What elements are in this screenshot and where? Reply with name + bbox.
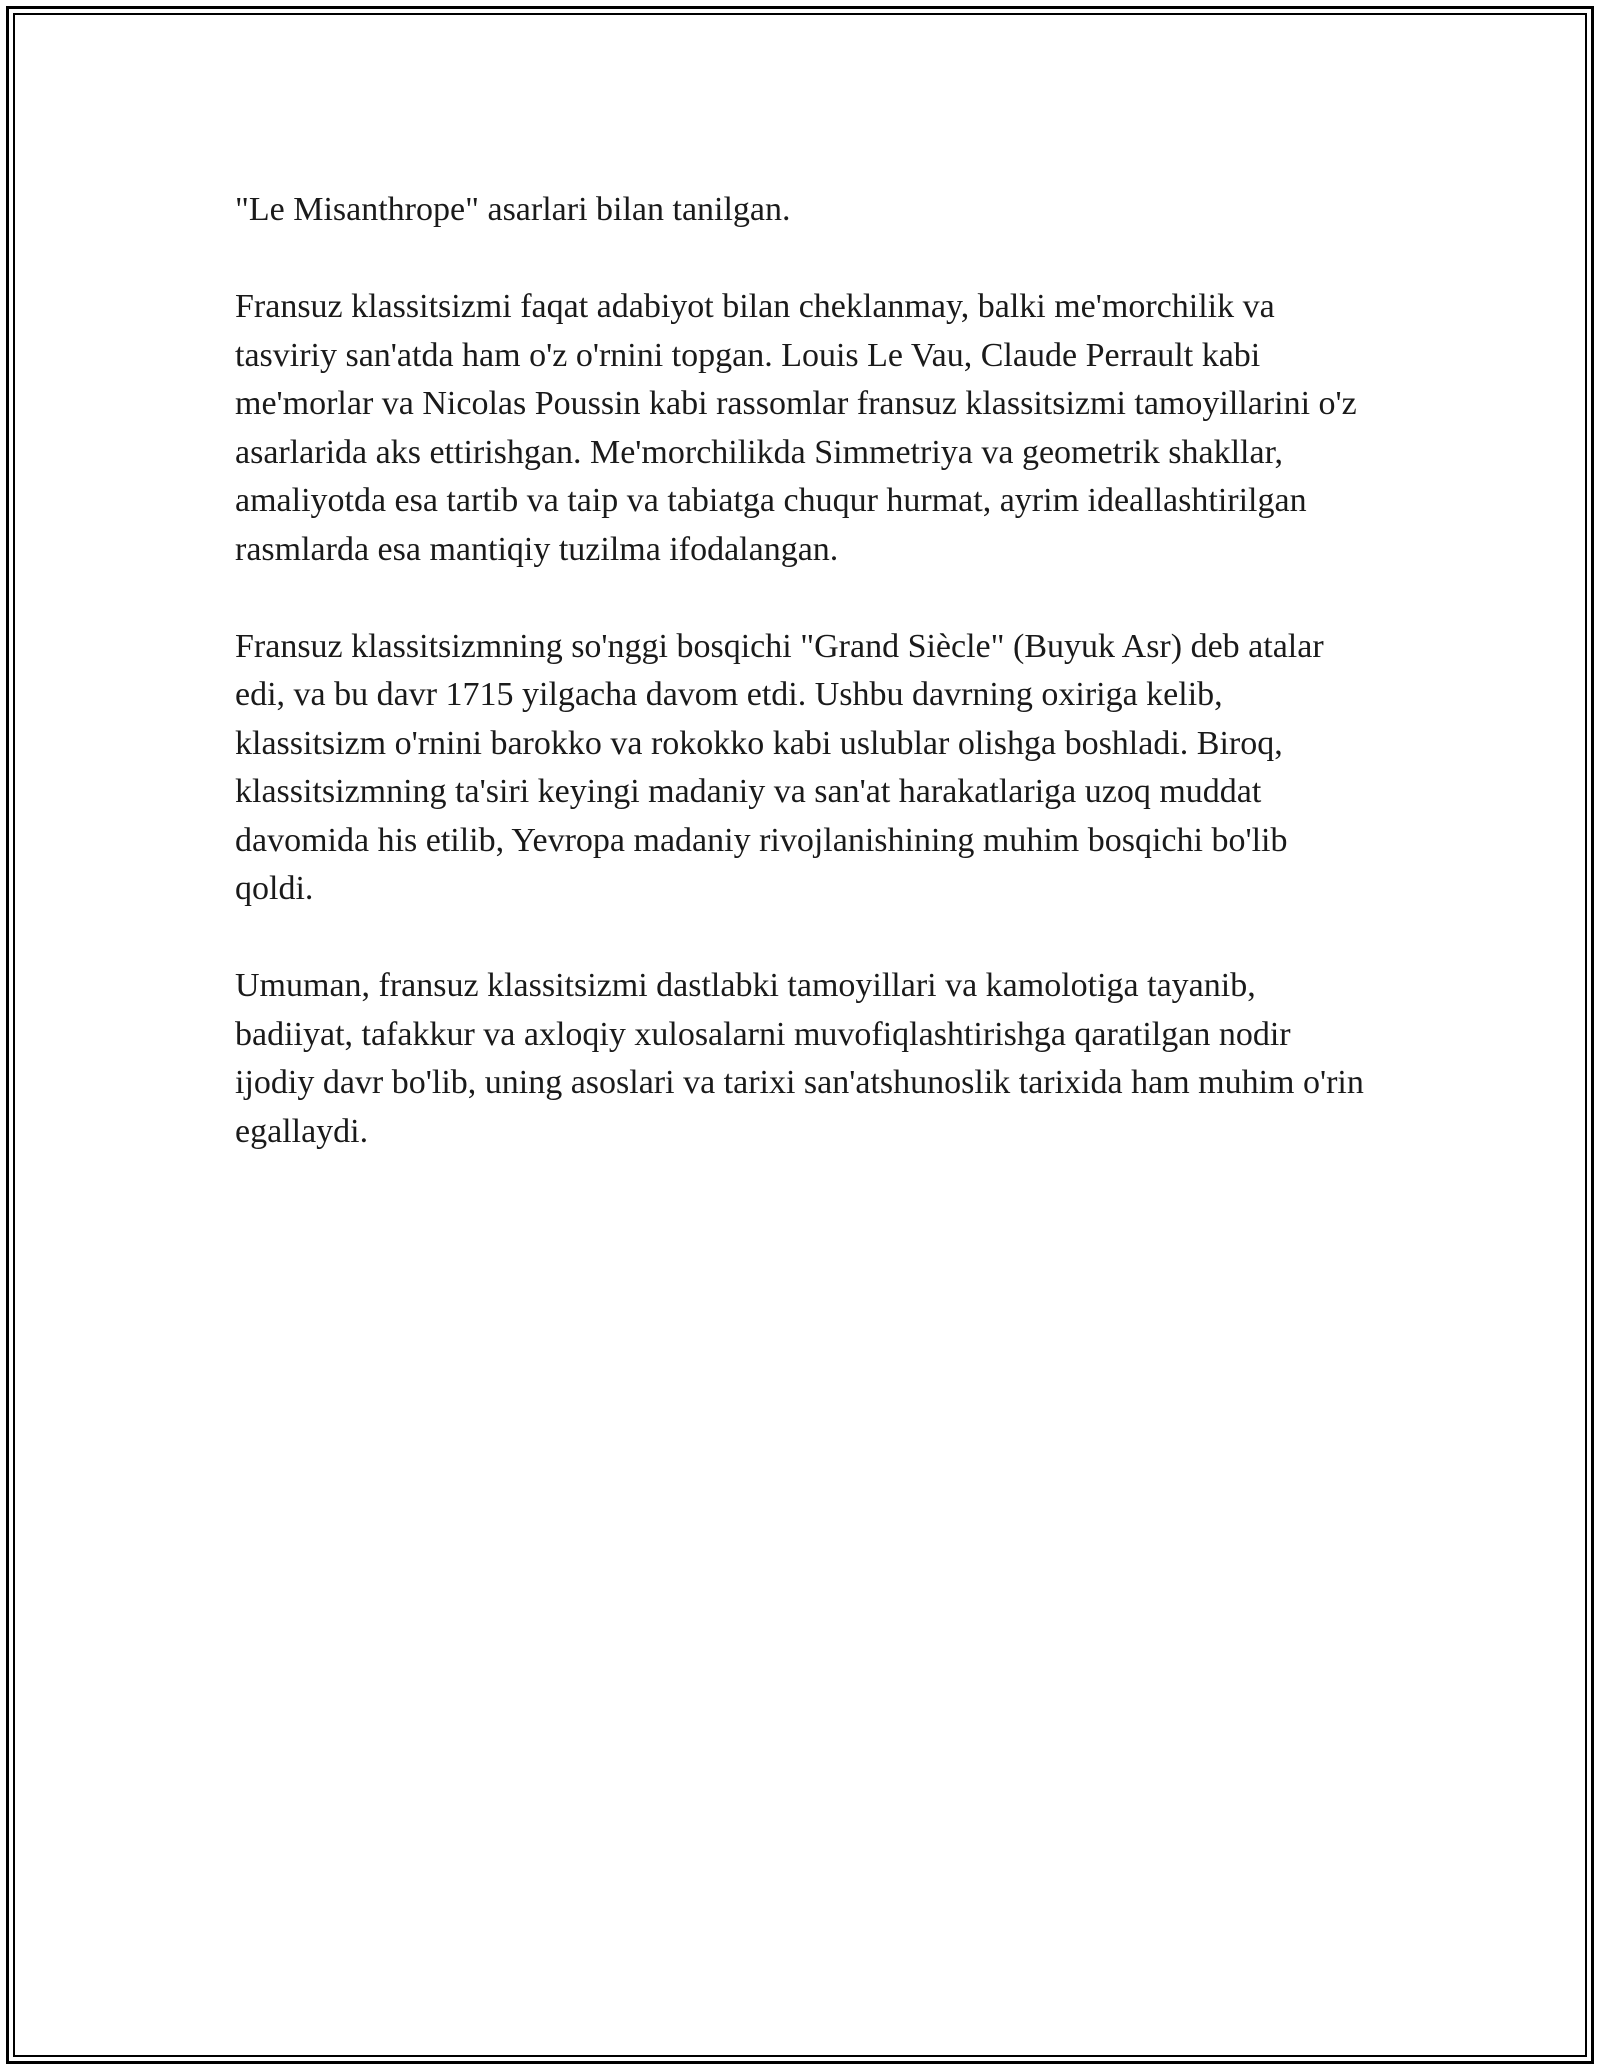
document-body xyxy=(235,186,1365,1205)
paragraph-4: Umuman, fransuz klassitsizmi dastlabki tamoyillari va kamolotiga tayanib, badiiyat, tafakkur va axloqiy xulosalarni muvofiqlashtirishga qaratilgan nodir ijodiy davr bo'lib, uning asoslari va tarixi san'atshunoslik tarixida ham muhim o'rin egallaydi. xyxy=(235,967,1364,1150)
paragraph-1: "Le Misanthrope" asarlari bilan tanilgan. xyxy=(235,191,791,228)
paragraph-2: Fransuz klassitsizmi faqat adabiyot bilan cheklanmay, balki me'morchilik va tasviriy san'atda ham o'z o'rnini topgan. Louis Le Vau, Claude Perrault kabi me'morlar va Nicolas Poussin kabi rassomlar fransuz klassitsizmi tamoyillarini o'z asarlarida aks ettirishgan. Me'morchilikda Simmetriya va geometrik shakllar, amaliyotda esa tartib va taip va tabiatga chuqur hurmat, ayrim ideallashtirilgan rasmlarda esa mantiqiy tuzilma ifodalangan. xyxy=(235,288,1357,568)
paragraph-3: Fransuz klassitsizmning so'nggi bosqichi "Grand Siècle" (Buyuk Asr) deb atalar edi, va bu davr 1715 yilgacha davom etdi. Ushbu davrning oxiriga kelib, klassitsizm o'rnini barokko va rokokko kabi uslublar olishga boshladi. Biroq, klassitsizmning ta'siri keyingi madaniy va san'at harakatlariga uzoq muddat davomida his etilib, Yevropa madaniy rivojlanishining muhim bosqichi bo'lib qoldi. xyxy=(235,627,1324,907)
